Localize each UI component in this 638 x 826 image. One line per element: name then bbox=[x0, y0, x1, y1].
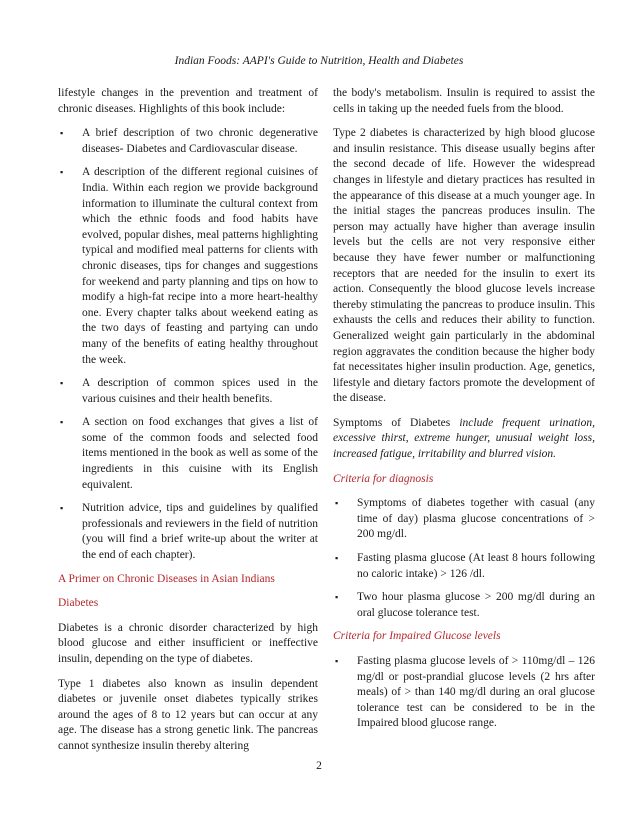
impaired-glucose-heading: Criteria for Impaired Glucose levels bbox=[333, 630, 501, 643]
diabetes-definition-paragraph: Diabetes is a chronic disorder characterized by high blood glucose and either insufficient or ineffective insulin, depending on the type of diabetes. bbox=[58, 621, 318, 665]
left-column bbox=[58, 86, 318, 764]
list-item: ▪ A brief description of two chronic degenerative diseases- Diabetes and Cardiovascular disease. bbox=[60, 127, 318, 155]
list-item: ▪ Two hour plasma glucose > 200 mg/dl during an oral glucose tolerance test. bbox=[335, 591, 595, 619]
criteria-diagnosis-heading: Criteria for diagnosis bbox=[333, 472, 434, 485]
criteria-list bbox=[333, 496, 595, 621]
intro-paragraph: lifestyle changes in the prevention and treatment of chronic diseases. Highlights of this book include: bbox=[58, 87, 318, 115]
list-item: ▪ A section on food exchanges that gives a list of some of the common foods and selected food items mentioned in the book as well as some of the ingredients in this cuisine with its English equivalent. bbox=[60, 416, 318, 491]
square-bullet-icon: ▪ bbox=[60, 417, 64, 428]
page-number: 2 bbox=[316, 760, 322, 772]
type2-paragraph: Type 2 diabetes is characterized by high blood glucose and insulin resistance. This disease usually begins after the second decade of life. However the widespread changes in lifestyle and dietary practices has resulted in the appearance of this disease at a much younger age. In the initial stages the pancreas produces insulin. The person may actually have higher than average insulin levels but the cells are not very responsive either because they have fewer number or malfunctioning receptors that are needed for the insulin to exert its action. Consequently the blood glucose levels increase thereby stimulating the pancreas to produce insulin. This exhausts the cells and reduces their ability to function. Generalized weight gain particularly in the abdominal region aggravates the condition because the higher body fat necessitates higher insulin production. Age, genetics, lifestyle and dietary factors promote the development of the disease. bbox=[333, 127, 595, 405]
type1-paragraph: Type 1 diabetes also known as insulin dependent diabetes or juvenile onset diabetes typically strikes around the ages of 8 to 12 years but can occur at any age. The disease has a strong genetic link. The pancreas cannot synthesize insulin thereby altering bbox=[58, 677, 318, 752]
list-item: ▪ A description of common spices used in the various cuisines and their health benefits. bbox=[60, 377, 318, 405]
right-column bbox=[333, 86, 595, 740]
square-bullet-icon: ▪ bbox=[335, 553, 339, 564]
primer-heading: A Primer on Chronic Diseases in Asian Indians bbox=[58, 572, 275, 585]
square-bullet-icon: ▪ bbox=[60, 167, 64, 178]
list-item: ▪ Symptoms of diabetes together with casual (any time of day) plasma glucose concentrations of > 200 mg/dl. bbox=[335, 497, 595, 541]
square-bullet-icon: ▪ bbox=[335, 498, 339, 509]
list-item: ▪ Nutrition advice, tips and guidelines by qualified professionals and reviewers in the field of nutrition (you will find a brief write-up about the writer at the end of each chapter). bbox=[60, 502, 318, 562]
running-header: Indian Foods: AAPI's Guide to Nutrition, Health and Diabetes bbox=[174, 55, 464, 67]
highlights-list bbox=[58, 126, 318, 563]
list-item: ▪ A description of the different regional cuisines of India. Within each region we provide background information to illuminate the cultural context from which the ethnic foods and food habits have evolved, popular dishes, meal patterns highlighting typical and modified meal patterns for clients with chronic diseases, tips for changes and suggestions for weekend and party planning and tips on how to modify a high-fat recipe into a more heart-healthy one. Every chapter talks about weekend eating as the two days of feasting and partying can undo many of the benefits of eating healthy throughout the week. bbox=[60, 166, 318, 366]
square-bullet-icon: ▪ bbox=[60, 503, 64, 514]
insulin-paragraph: the body's metabolism. Insulin is required to assist the cells in taking up the needed fuels from the blood. bbox=[333, 87, 595, 115]
square-bullet-icon: ▪ bbox=[335, 592, 339, 603]
square-bullet-icon: ▪ bbox=[335, 656, 339, 666]
symptoms-paragraph: Symptoms of Diabetes include frequent urination, excessive thirst, extreme hunger, unusual weight loss, increased fatigue, irritability and blurred vision. bbox=[333, 416, 595, 461]
square-bullet-icon: ▪ bbox=[60, 128, 64, 139]
square-bullet-icon: ▪ bbox=[60, 378, 64, 389]
diabetes-heading: Diabetes bbox=[58, 597, 99, 610]
list-item: ▪ Fasting plasma glucose levels of > 110mg/dl – 126 mg/dl or post-prandial glucose levels (2 hrs after meals) of > than 140 mg/dl during an oral glucose tolerance test can be considered to be in the Impaired blood glucose range. bbox=[335, 655, 595, 730]
impaired-list bbox=[333, 654, 595, 732]
list-item: ▪ Fasting plasma glucose (At least 8 hours following no caloric intake) > 126 /dl. bbox=[335, 552, 595, 580]
